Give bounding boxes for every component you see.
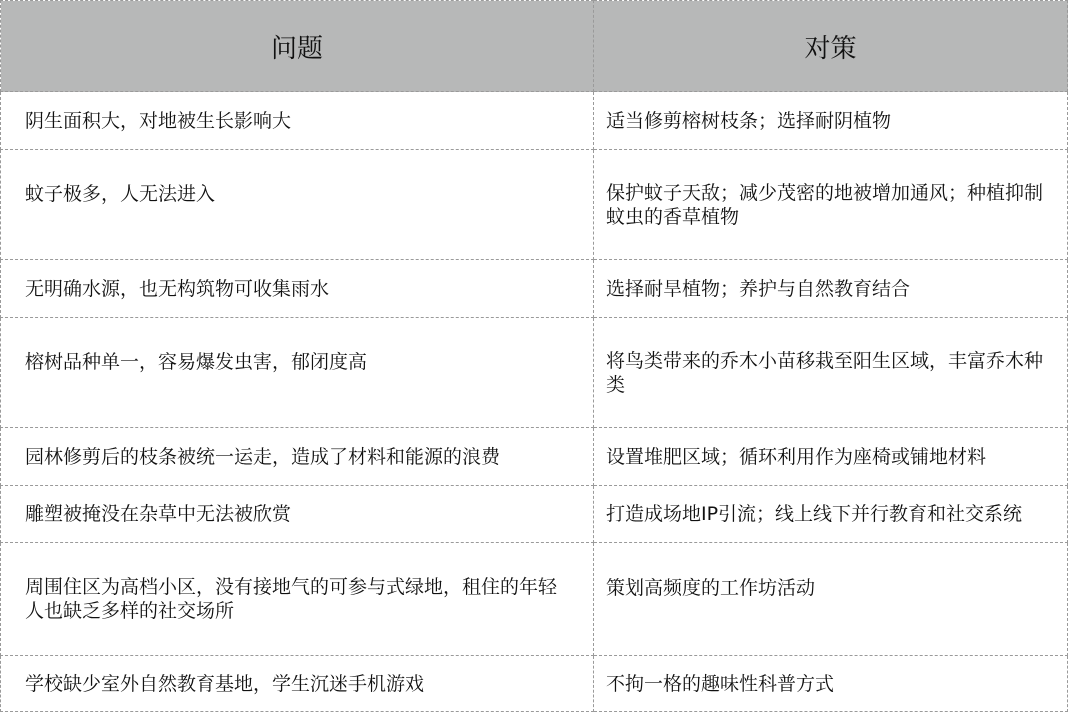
problem-cell: 园林修剪后的枝条被统一运走，造成了材料和能源的浪费	[1, 428, 594, 486]
table-header-row	[1, 1, 1068, 92]
table-row	[1, 92, 1068, 150]
problem-cell: 阴生面积大，对地被生长影响大	[1, 92, 594, 150]
problem-cell: 雕塑被掩没在杂草中无法被欣赏	[1, 486, 594, 543]
solution-cell: 将鸟类带来的乔木小苗移栽至阳生区域，丰富乔木种类	[594, 318, 1068, 428]
header-problem: 问题	[1, 1, 594, 92]
problem-cell: 蚊子极多，人无法进入	[1, 150, 594, 260]
problem-cell: 学校缺少室外自然教育基地，学生沉迷手机游戏	[1, 656, 594, 712]
solution-cell: 策划高频度的工作坊活动	[594, 543, 1068, 656]
table-row	[1, 656, 1068, 712]
table-row	[1, 428, 1068, 486]
header-solution: 对策	[594, 1, 1068, 92]
solution-cell: 保护蚊子天敌；减少茂密的地被增加通风；种植抑制蚊虫的香草植物	[594, 150, 1068, 260]
table-row	[1, 260, 1068, 318]
solution-cell: 不拘一格的趣味性科普方式	[594, 656, 1068, 712]
table-row	[1, 150, 1068, 260]
solution-cell: 打造成场地IP引流；线上线下并行教育和社交系统	[594, 486, 1068, 543]
table-row	[1, 318, 1068, 428]
problem-cell: 榕树品种单一，容易爆发虫害，郁闭度高	[1, 318, 594, 428]
problem-cell: 周围住区为高档小区，没有接地气的可参与式绿地，租住的年轻人也缺乏多样的社交场所	[1, 543, 594, 656]
solution-cell: 设置堆肥区域；循环利用作为座椅或铺地材料	[594, 428, 1068, 486]
solution-cell: 适当修剪榕树枝条；选择耐阴植物	[594, 92, 1068, 150]
solution-cell: 选择耐旱植物；养护与自然教育结合	[594, 260, 1068, 318]
problem-cell: 无明确水源，也无构筑物可收集雨水	[1, 260, 594, 318]
table-row	[1, 543, 1068, 656]
table-row	[1, 486, 1068, 543]
